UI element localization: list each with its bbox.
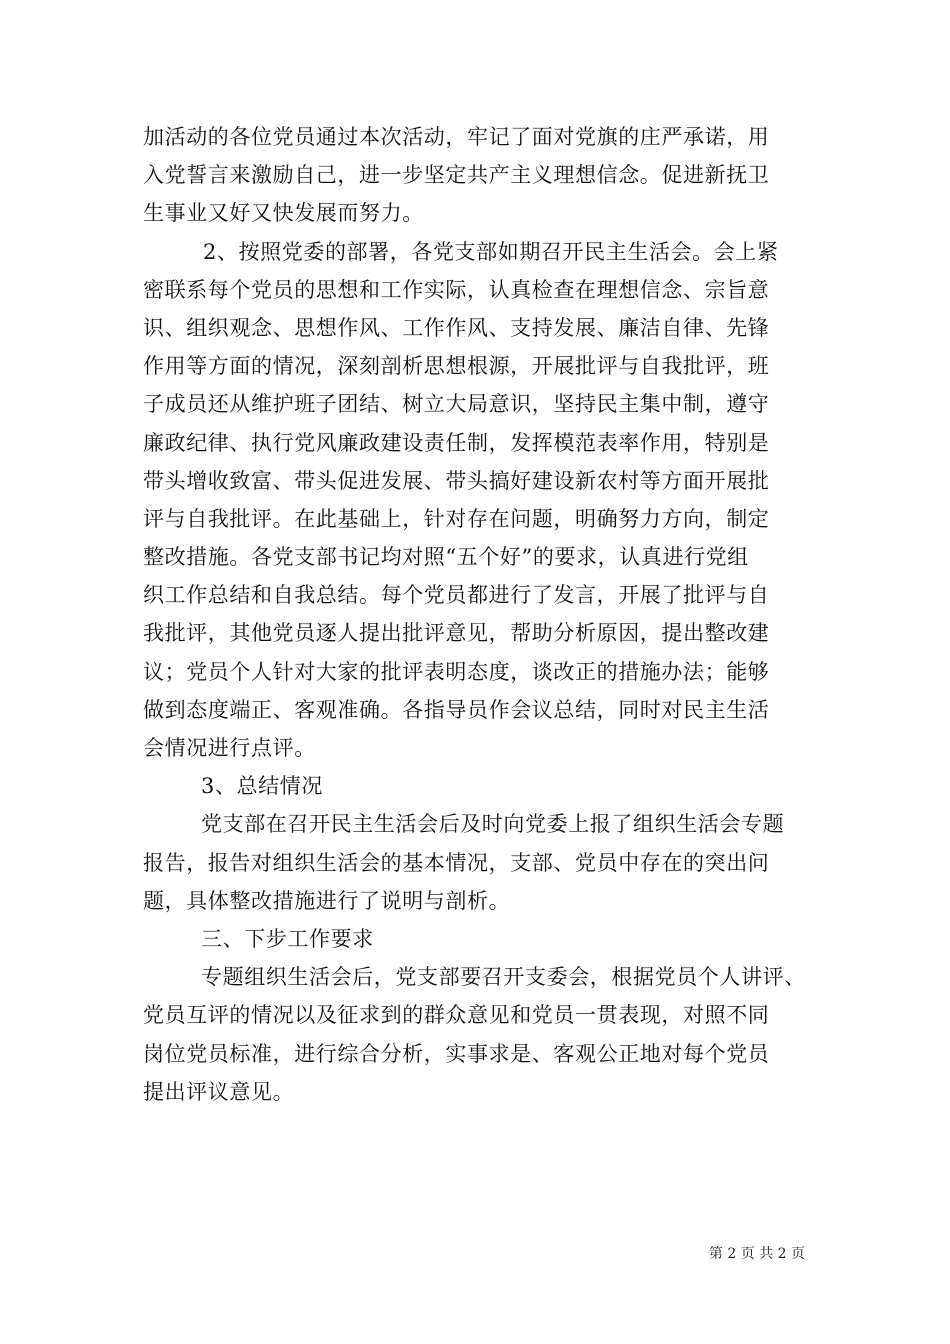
text-line: 作用等方面的情况，深刻剖析思想根源，开展批评与自我批评，班 [143,354,770,379]
document-body [143,118,813,1111]
text-line: 提出评议意见。 [143,1079,295,1104]
paragraph-4-start: 专题组织生活会后，党支部要召开支委会，根据党员个人讲评、 [201,965,806,990]
text-line: 加活动的各位党员通过本次活动，牢记了面对党旗的庄严承诺，用 [143,125,770,149]
text-line: 议；党员个人针对大家的批评表明态度，谈改正的措施办法；能够 [143,659,770,684]
paragraph-2-start: 2、按照党委的部署，各党支部如期召开民主生活会。会上紧 [203,239,779,264]
text-line: 党员互评的情况以及征求到的群众意见和党员一贯表现，对照不同 [143,1003,770,1028]
section-heading-summary: 3、总结情况 [201,774,323,799]
text-line: 我批评，其他党员逐人提出批评意见，帮助分析原因，提出整改建 [143,621,770,646]
text-line: 带头增收致富、带头促进发展、带头搞好建设新农村等方面开展批 [143,468,770,493]
text-line: 识、组织观念、思想作风、工作作风、支持发展、廉洁自律、先锋 [143,315,770,340]
text-line: 生事业又好又快发展而努力。 [143,201,424,226]
text-line: 岗位党员标准，进行综合分析，实事求是、客观公正地对每个党员 [143,1041,770,1066]
page-number-footer: 第 2 页 共 2 页 [708,1246,805,1262]
paragraph-3-start: 党支部在召开民主生活会后及时向党委上报了组织生活会专题 [201,812,785,837]
text-line: 会情况进行点评。 [143,736,316,760]
text-line: 评与自我批评。在此基础上，针对存在问题，明确努力方向，制定 [143,506,770,531]
text-line: 报告，报告对组织生活会的基本情况，支部、党员中存在的突出问 [143,850,770,875]
text-line: 入党誓言来激励自己，进一步坚定共产主义理想信念。促进新抚卫 [143,163,770,188]
text-line: 做到态度端正、客观准确。各指导员作会议总结，同时对民主生活 [143,697,770,722]
text-line: 子成员还从维护班子团结、树立大局意识，坚持民主集中制，遵守 [143,392,770,417]
text-line: 整改措施。各党支部书记均对照“五个好”的要求，认真进行党组 [143,545,749,570]
text-line: 题，具体整改措施进行了说明与剖析。 [143,888,511,913]
text-line: 廉政纪律、执行党风廉政建设责任制，发挥模范表率作用，特别是 [143,430,770,455]
text-line: 织工作总结和自我总结。每个党员都进行了发言，开展了批评与自 [143,583,770,608]
text-line: 密联系每个党员的思想和工作实际，认真检查在理想信念、宗旨意 [143,277,770,302]
section-heading-next-steps: 三、下步工作要求 [201,926,374,951]
